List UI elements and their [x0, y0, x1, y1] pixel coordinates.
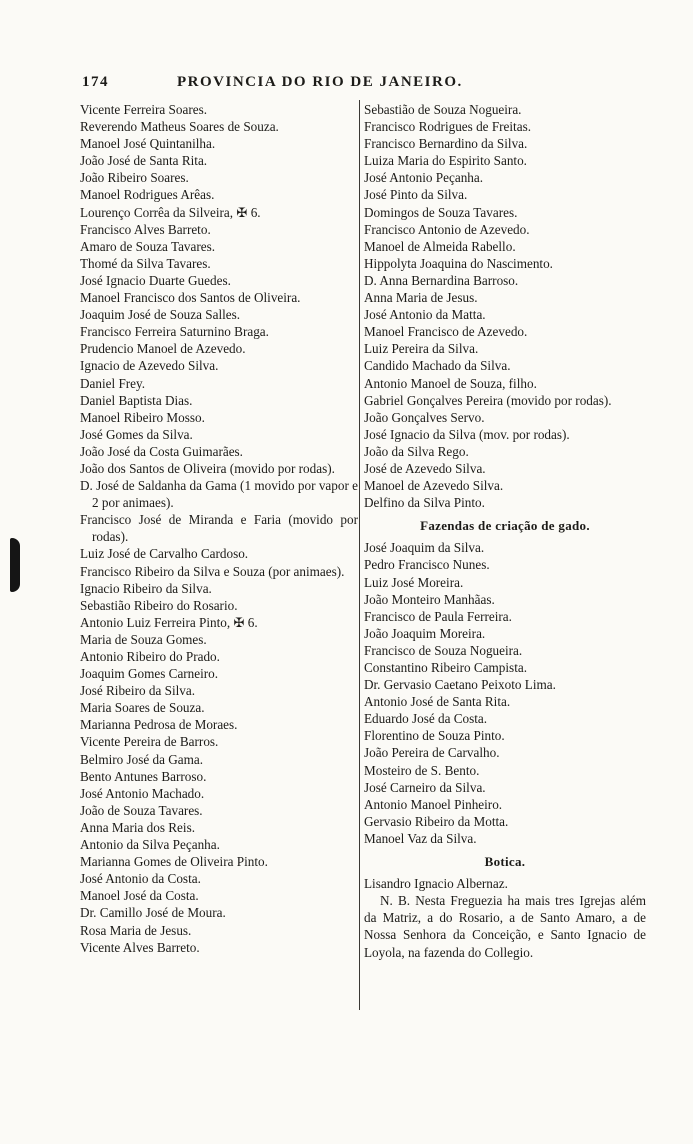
list-item: Francisco Ribeiro da Silva e Souza (por animaes). — [80, 563, 345, 579]
list-item: Daniel Frey. — [80, 375, 146, 391]
list-item: Domingos de Souza Tavares. — [364, 204, 518, 220]
list-item: João Pereira de Carvalho. — [364, 745, 500, 761]
list-item: Francisco de Souza Nogueira. — [364, 642, 523, 658]
list-item: Francisco José de Miranda e Faria (movido por rodas). — [80, 512, 358, 545]
page-title: PROVINCIA DO RIO DE JANEIRO. — [177, 74, 463, 90]
list-item: Maria de Souza Gomes. — [80, 631, 207, 647]
list-item: Manoel de Azevedo Silva. — [364, 478, 504, 494]
list-item: Ignacio de Azevedo Silva. — [80, 358, 219, 374]
list-item: Antonio Ribeiro do Prado. — [80, 649, 220, 664]
note-paragraph — [364, 892, 646, 960]
list-item: Antonio da Silva Peçanha. — [80, 837, 220, 853]
list-item: Manoel Vaz da Silva. — [364, 830, 477, 846]
list-item: Lisandro Ignacio Albernaz. — [364, 876, 508, 892]
list-item: José Antonio da Costa. — [80, 871, 201, 887]
list-item: Amaro de Souza Tavares. — [80, 238, 216, 254]
list-item: João Gonçalves Servo. — [364, 409, 485, 425]
botica-list — [364, 875, 646, 892]
list-item: Manoel Francisco dos Santos de Oliveira. — [80, 290, 301, 306]
list-item: Belmiro José da Gama. — [80, 751, 204, 767]
list-item: Luiza Maria do Espirito Santo. — [364, 153, 527, 169]
list-item: Vicente Pereira de Barros. — [80, 734, 219, 750]
list-item: Prudencio Manoel de Azevedo. — [80, 341, 246, 357]
list-item: D. José de Saldanha da Gama (1 movido por vapor e 2 por animaes). — [80, 478, 358, 511]
list-item: Francisco Rodrigues de Freitas. — [364, 119, 532, 135]
page-header — [82, 74, 552, 96]
right-column-list — [364, 101, 646, 511]
left-column — [80, 101, 358, 956]
list-item: João Ribeiro Soares. — [80, 170, 189, 186]
list-item: Antonio Manoel Pinheiro. — [364, 796, 503, 812]
list-item: Antonio Luiz Ferreira Pinto, ✠ 6. — [80, 614, 258, 630]
list-item: João da Silva Rego. — [364, 443, 469, 459]
page-number: 174 — [82, 74, 109, 90]
list-item: Pedro Francisco Nunes. — [364, 557, 490, 573]
list-item: João José da Costa Guimarães. — [80, 443, 243, 459]
list-item: José Ribeiro da Silva. — [80, 683, 196, 699]
list-item: Manoel José Quintanilha. — [80, 136, 216, 152]
list-item: Marianna Gomes de Oliveira Pinto. — [80, 854, 268, 870]
column-divider — [359, 100, 360, 1010]
list-item: Delfino da Silva Pinto. — [364, 495, 485, 511]
list-item: Bento Antunes Barroso. — [80, 768, 207, 784]
list-item: Lourenço Corrêa da Silveira, ✠ 6. — [80, 204, 261, 220]
list-item: João Joaquim Moreira. — [364, 625, 486, 641]
list-item: Antonio José de Santa Rita. — [364, 694, 511, 710]
list-item: Francisco Alves Barreto. — [80, 221, 211, 237]
list-item: João dos Santos de Oliveira (movido por rodas). — [80, 460, 335, 476]
list-item: Manoel de Almeida Rabello. — [364, 238, 516, 254]
section-title-botica: Botica. — [484, 854, 526, 870]
list-item: José Antonio Machado. — [80, 785, 205, 801]
list-item: Manoel Francisco de Azevedo. — [364, 324, 528, 340]
list-item: D. Anna Bernardina Barroso. — [364, 272, 519, 288]
list-item: José Gomes da Silva. — [80, 426, 193, 442]
list-item: Luiz Pereira da Silva. — [364, 341, 479, 357]
list-item: José Carneiro da Silva. — [364, 779, 486, 795]
list-item: José Ignacio Duarte Guedes. — [80, 272, 231, 288]
list-item: Francisco de Paula Ferreira. — [364, 608, 512, 624]
list-item: Antonio Manoel de Souza, filho. — [364, 375, 537, 391]
list-item: Candido Machado da Silva. — [364, 358, 511, 374]
binder-clip-mark — [10, 538, 20, 592]
list-item: Reverendo Matheus Soares de Souza. — [80, 119, 279, 135]
list-item: José Antonio da Matta. — [364, 307, 486, 323]
list-item: Anna Maria dos Reis. — [80, 819, 196, 835]
list-item: Hippolyta Joaquina do Nascimento. — [364, 255, 553, 271]
list-item: Maria Soares de Souza. — [80, 700, 205, 716]
list-item: Sebastião Ribeiro do Rosario. — [80, 597, 238, 613]
list-item: Rosa Maria de Jesus. — [80, 922, 192, 938]
list-item: Anna Maria de Jesus. — [364, 290, 478, 306]
list-item: Constantino Ribeiro Campista. — [364, 660, 528, 675]
list-item: Joaquim Gomes Carneiro. — [80, 666, 219, 682]
list-item: Dr. Gervasio Caetano Peixoto Lima. — [364, 677, 556, 693]
list-item: Thomé da Silva Tavares. — [80, 255, 211, 271]
list-item: Sebastião de Souza Nogueira. — [364, 102, 522, 117]
list-item: Francisco Bernardino da Silva. — [364, 136, 528, 152]
list-item: José Ignacio da Silva (mov. por rodas). — [364, 426, 570, 442]
list-item: Ignacio Ribeiro da Silva. — [80, 580, 212, 596]
list-item: Joaquim José de Souza Salles. — [80, 307, 241, 323]
list-item: Dr. Camillo José de Moura. — [80, 905, 226, 921]
list-item: Daniel Baptista Dias. — [80, 392, 193, 408]
list-item: Francisco Antonio de Azevedo. — [364, 221, 530, 237]
gado-list — [364, 539, 646, 847]
list-item: Francisco Ferreira Saturnino Braga. — [80, 324, 269, 340]
list-item: José Pinto da Silva. — [364, 187, 468, 203]
list-item: José Antonio Peçanha. — [364, 170, 484, 186]
list-item: José de Azevedo Silva. — [364, 460, 486, 476]
note-text: N. B. Nesta Freguezia ha mais tres Igrejas além da Matriz, a do Rosario, a de Santo Amaro, a de Nossa Senhora da Conceição, e Santo Ignacio de Loyola, na fazenda do Collegio. — [364, 893, 646, 960]
list-item: Gervasio Ribeiro da Motta. — [364, 813, 509, 829]
list-item: Vicente Alves Barreto. — [80, 939, 200, 955]
list-item: João Monteiro Manhãas. — [364, 591, 495, 607]
list-item: Luiz José Moreira. — [364, 574, 464, 590]
list-item: João José de Santa Rita. — [80, 153, 208, 169]
list-item: Luiz José de Carvalho Cardoso. — [80, 546, 249, 562]
list-item: Mosteiro de S. Bento. — [364, 762, 480, 778]
list-item: Manoel José da Costa. — [80, 888, 199, 904]
list-item: Manoel Ribeiro Mosso. — [80, 409, 205, 425]
list-item: Manoel Rodrigues Arêas. — [80, 187, 215, 203]
list-item: Gabriel Gonçalves Pereira (movido por rodas). — [364, 392, 612, 408]
right-column — [364, 101, 646, 961]
list-item: Florentino de Souza Pinto. — [364, 728, 505, 744]
list-item: João de Souza Tavares. — [80, 802, 203, 818]
list-item: Marianna Pedrosa de Moraes. — [80, 717, 238, 733]
list-item: Vicente Ferreira Soares. — [80, 102, 207, 117]
section-title-gado: Fazendas de criação de gado. — [420, 518, 590, 534]
list-item: Eduardo José da Costa. — [364, 711, 488, 727]
list-item: José Joaquim da Silva. — [364, 540, 485, 556]
